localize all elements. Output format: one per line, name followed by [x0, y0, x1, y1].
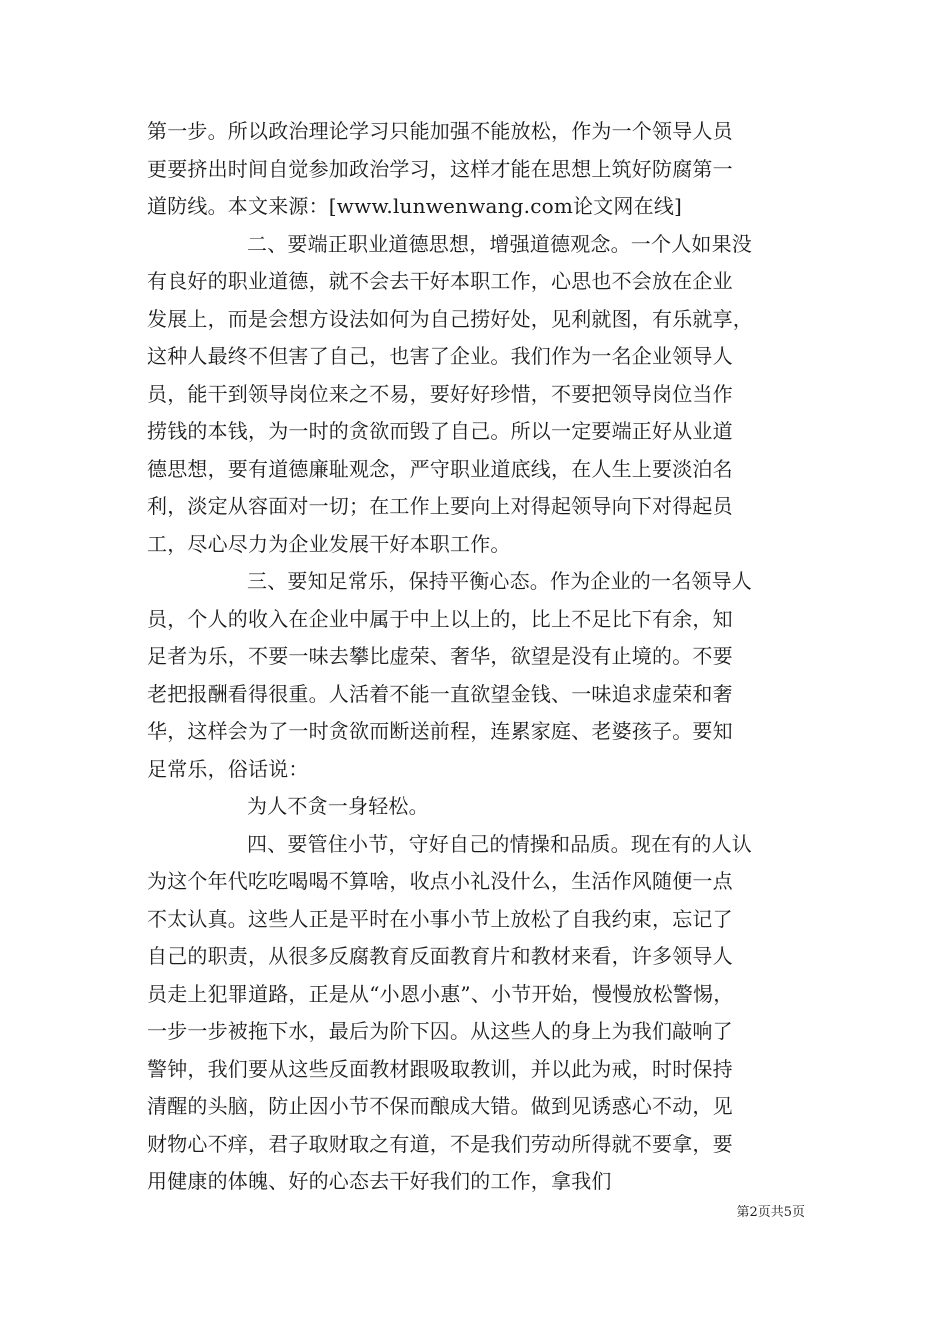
text-line: 员走上犯罪道路，正是从“小恩小惠”、小节开始，慢慢放松警惕， [147, 981, 734, 1006]
text-line: 捞钱的本钱，为一时的贪欲而毁了自己。所以一定要端正好从业道 [147, 419, 733, 443]
text-line-indented: 为人不贪一身轻松。 [247, 794, 429, 818]
text-line: 用健康的体魄、好的心态去干好我们的工作，拿我们 [147, 1169, 612, 1193]
text-line: 更要挤出时间自觉参加政治学习，这样才能在思想上筑好防腐第一 [147, 156, 733, 181]
text-line: 警钟，我们要从这些反面教材跟吸取教训，并以此为戒，时时保持 [147, 1056, 733, 1081]
body-text [147, 113, 827, 1201]
text-line: 道防线。本文来源：[www.lunwenwang.com论文网在线] [147, 194, 683, 218]
text-line: 员，能干到领导岗位来之不易，要好好珍惜，不要把领导岗位当作 [147, 381, 733, 406]
text-line: 华，这样会为了一时贪欲而断送前程，连累家庭、老婆孩子。要知 [147, 719, 733, 743]
text-line: 不太认真。这些人正是平时在小事小节上放松了自我约束，忘记了 [147, 906, 733, 931]
text-line: 有良好的职业道德，就不会去干好本职工作，心思也不会放在企业 [147, 269, 733, 293]
text-line: 老把报酬看得很重。人活着不能一直欲望金钱、一味追求虚荣和奢 [147, 681, 733, 706]
text-line: 发展上，而是会想方设法如何为自己捞好处，见利就图，有乐就享， [147, 306, 753, 331]
text-line: 足者为乐，不要一味去攀比虚荣、奢华，欲望是没有止境的。不要 [147, 644, 733, 668]
section-heading-line: 三、要知足常乐，保持平衡心态。作为企业的一名领导人 [247, 569, 752, 593]
section-heading-line: 二、要端正职业道德思想，增强道德观念。一个人如果没 [247, 231, 752, 256]
text-line: 足常乐，俗话说： [147, 756, 309, 781]
text-line: 清醒的头脑，防止因小节不保而酿成大错。做到见诱惑心不动，见 [147, 1094, 733, 1118]
text-line: 工，尽心尽力为企业发展干好本职工作。 [147, 531, 511, 556]
text-line: 为这个年代吃吃喝喝不算啥，收点小礼没什么，生活作风随便一点 [147, 869, 733, 893]
text-line: 这种人最终不但害了自己，也害了企业。我们作为一名企业领导人 [147, 344, 733, 368]
text-line: 一步一步被拖下水，最后为阶下囚。从这些人的身上为我们敲响了 [147, 1019, 733, 1043]
text-line: 自己的职责，从很多反腐教育反面教育片和教材来看，许多领导人 [147, 944, 733, 968]
text-line: 财物心不痒，君子取财取之有道，不是我们劳动所得就不要拿，要 [147, 1131, 733, 1156]
text-line: 利，淡定从容面对一切；在工作上要向上对得起领导向下对得起员 [147, 494, 733, 518]
page-number: 第2页共5页 [736, 1205, 805, 1220]
text-line: 第一步。所以政治理论学习只能加强不能放松，作为一个领导人员 [147, 119, 733, 143]
text-line: 德思想，要有道德廉耻观念，严守职业道底线，在人生上要淡泊名 [147, 456, 733, 481]
text-line: 员，个人的收入在企业中属于中上以上的，比上不足比下有余，知 [147, 606, 733, 631]
section-heading-line: 四、要管住小节，守好自己的情操和品质。现在有的人认 [247, 831, 752, 856]
